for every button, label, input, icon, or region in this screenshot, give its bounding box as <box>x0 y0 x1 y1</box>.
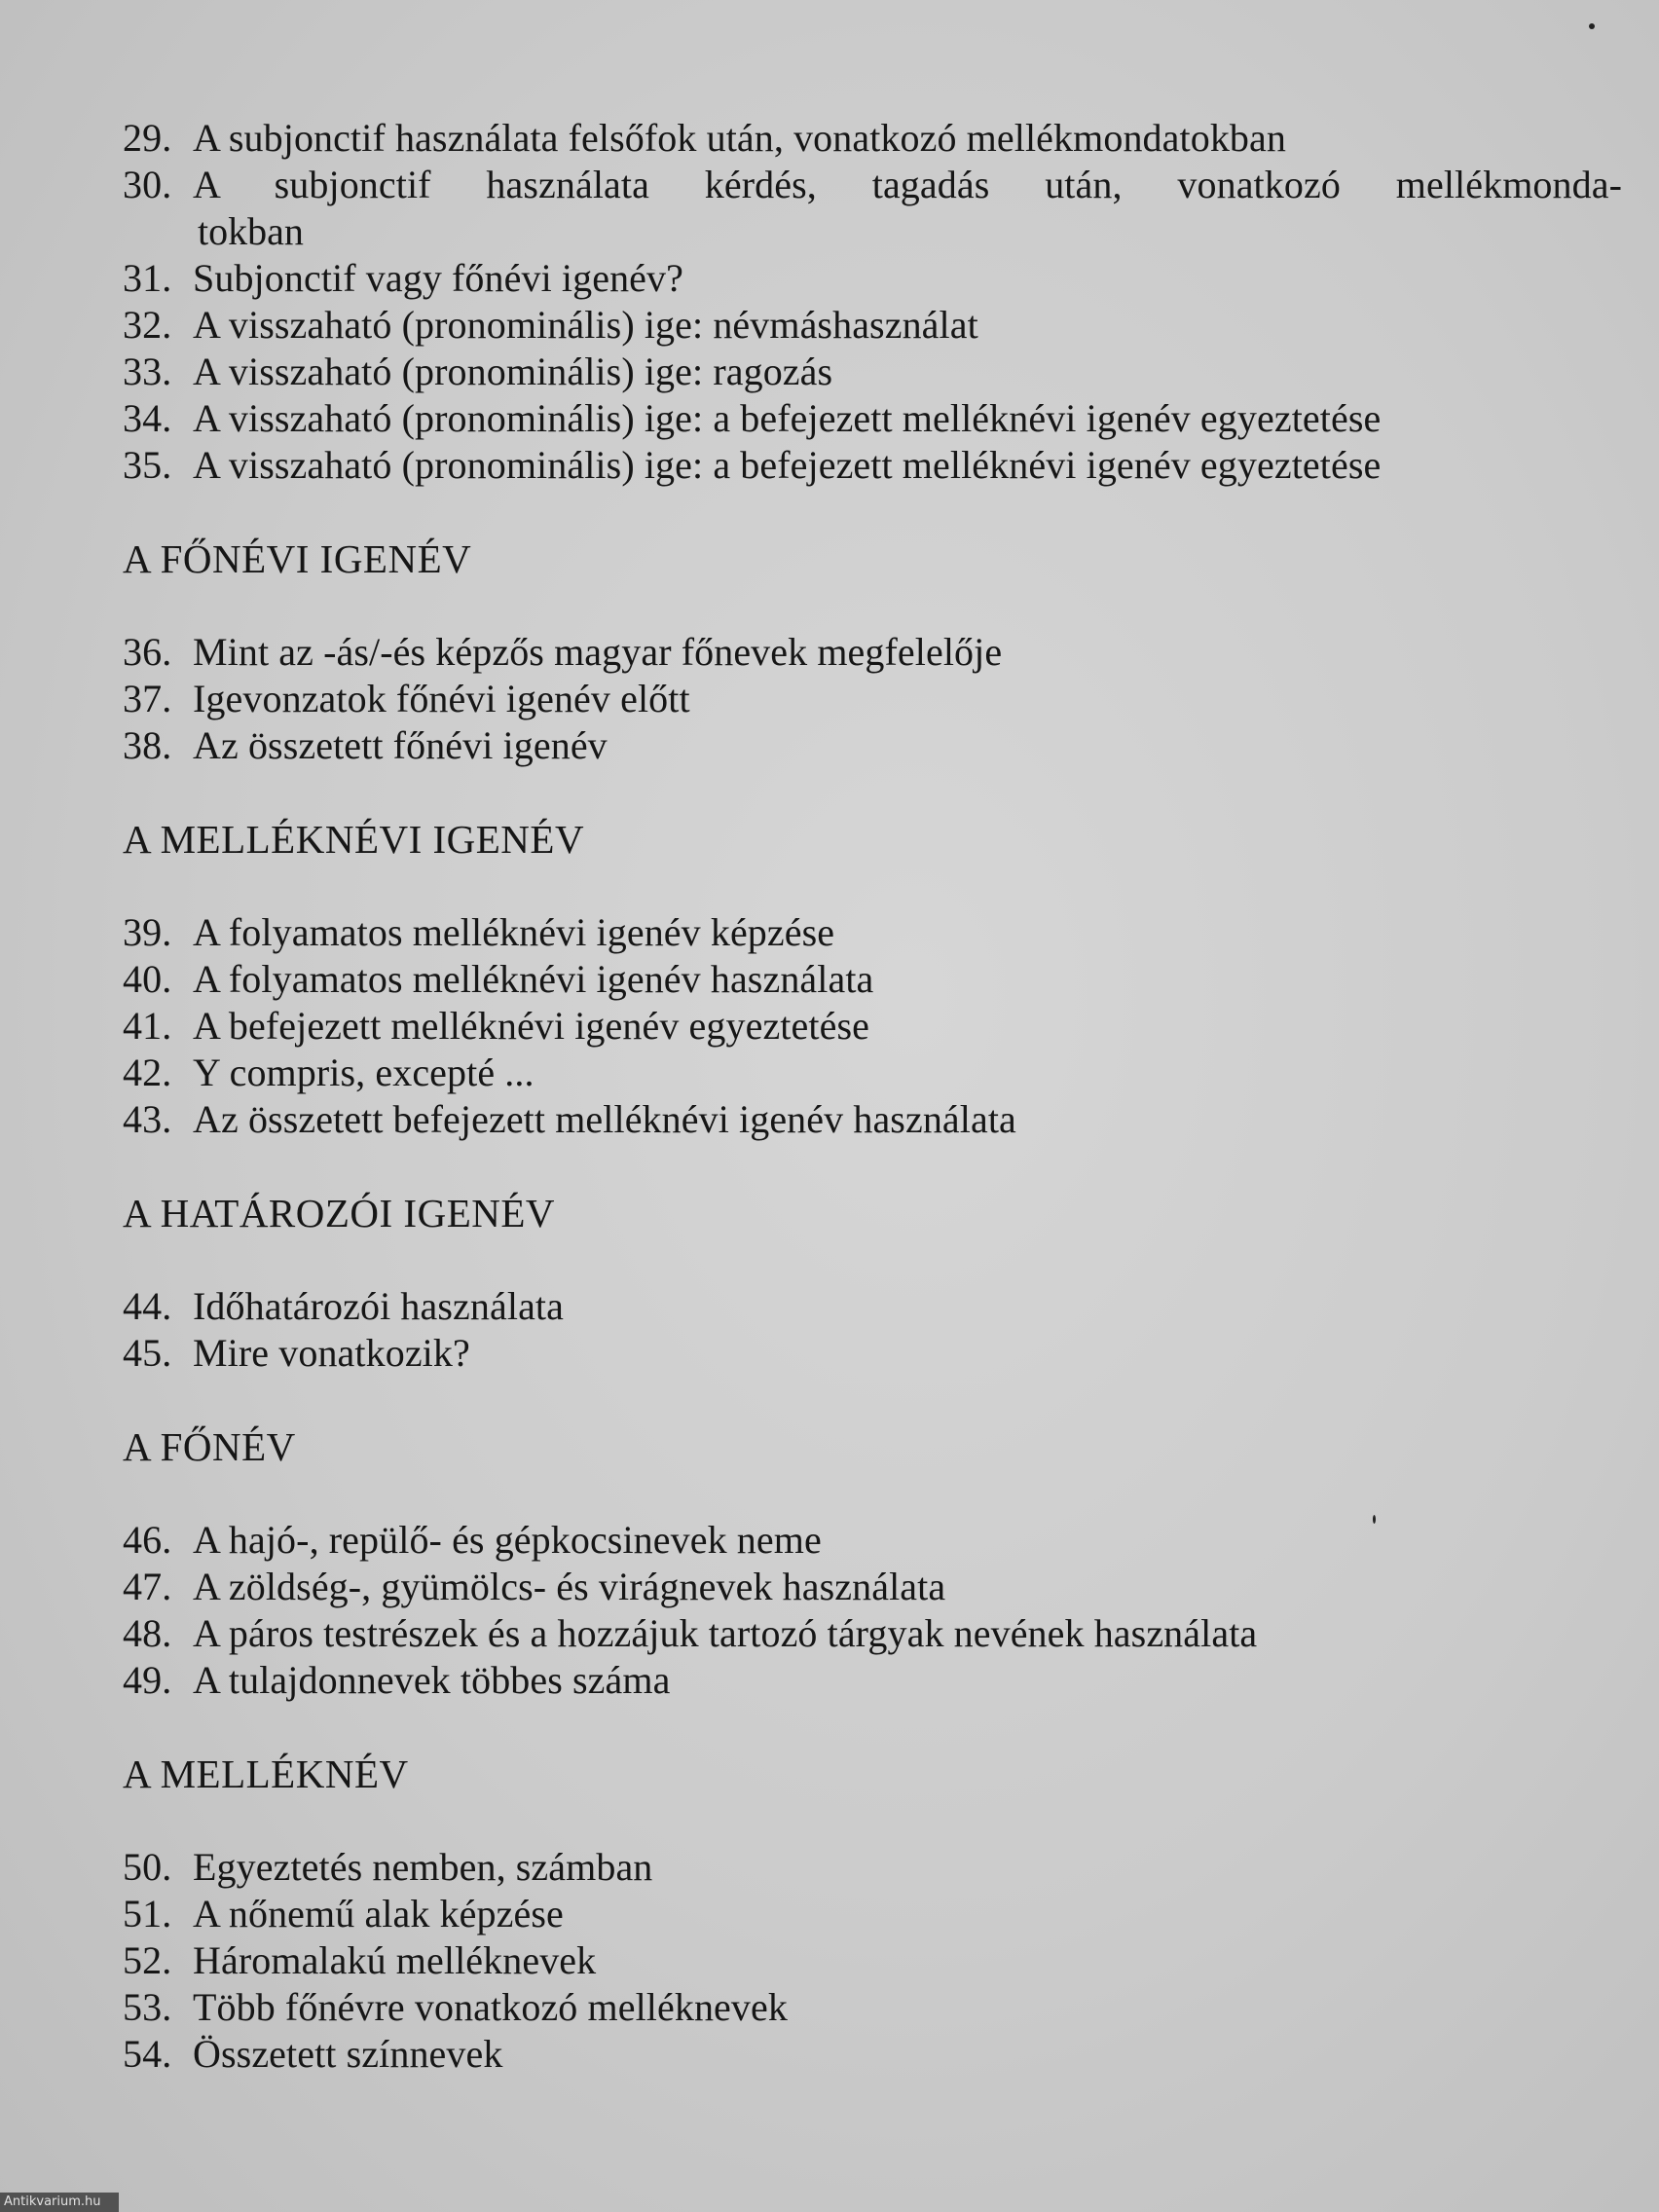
entry-title: Egyeztetés nemben, számban <box>193 1845 653 1889</box>
section-heading: A MELLÉKNÉV <box>123 1751 409 1796</box>
entry-title: Az összetett befejezett melléknévi igenév használata <box>193 1097 1016 1141</box>
section-heading: A FŐNÉV <box>123 1424 296 1469</box>
entry-title: Igevonzatok főnévi igenév előtt <box>193 677 690 720</box>
toc-entry <box>123 349 1622 395</box>
entry-title: A visszaható (pronominális) ige: a befejezett melléknévi igenév egyeztetése <box>193 443 1382 487</box>
entry-title: Az összetett főnévi igenév <box>193 723 608 767</box>
toc-entry <box>123 1610 1622 1657</box>
entry-number: 48. <box>123 1611 172 1655</box>
section-heading: A MELLÉKNÉVI IGENÉV <box>123 817 585 862</box>
toc-entry <box>123 676 1622 722</box>
entry-number: 49. <box>123 1658 172 1702</box>
entry-number: 36. <box>123 630 172 674</box>
entry-title: Mint az -ás/-és képzős magyar főnevek megfelelője <box>193 630 1003 674</box>
entry-number: 31. <box>123 256 172 300</box>
toc-entry <box>123 302 1622 349</box>
paper-speck <box>1373 1515 1376 1524</box>
paper-speck <box>1589 23 1595 29</box>
toc-entry <box>123 395 1622 442</box>
toc-entry <box>123 115 1622 162</box>
entry-title: Több főnévre vonatkozó melléknevek <box>193 1985 788 2029</box>
toc-entry <box>123 1657 1622 1704</box>
toc-entry <box>123 909 1622 956</box>
toc-entry <box>123 162 1622 208</box>
entry-number: 45. <box>123 1331 172 1375</box>
toc-section-subjonctif <box>123 115 1622 489</box>
entry-number: 30. <box>123 163 172 206</box>
toc-entry <box>123 629 1622 676</box>
entry-number: 29. <box>123 116 172 160</box>
entry-title: Mire vonatkozik? <box>193 1331 470 1375</box>
entry-number: 53. <box>123 1985 172 2029</box>
entry-title: A páros testrészek és a hozzájuk tartozó tárgyak nevének használata <box>193 1611 1258 1655</box>
entry-number: 32. <box>123 303 172 347</box>
entry-title: A nőnemű alak képzése <box>193 1892 564 1936</box>
entry-number: 47. <box>123 1565 172 1608</box>
entry-number: 50. <box>123 1845 172 1889</box>
toc-entry <box>123 1844 1622 1891</box>
entry-number: 44. <box>123 1284 172 1328</box>
entry-title: Időhatározói használata <box>193 1284 564 1328</box>
toc-entry <box>123 1096 1622 1143</box>
toc-entry <box>123 442 1622 489</box>
section-heading: A HATÁROZÓI IGENÉV <box>123 1191 556 1235</box>
entry-title: A befejezett melléknévi igenév egyeztetése <box>193 1004 869 1048</box>
watermark: Antikvarium.hu <box>0 2193 119 2212</box>
toc-entry <box>123 956 1622 1003</box>
entry-title: A visszaható (pronominális) ige: névmáshasználat <box>193 303 978 347</box>
toc-section-melleknevi-igenev <box>123 816 1622 1143</box>
table-of-contents <box>123 115 1622 2078</box>
toc-entry <box>123 1937 1622 1984</box>
entry-title: A visszaható (pronominális) ige: ragozás <box>193 350 833 393</box>
toc-entry <box>123 722 1622 769</box>
toc-entry <box>123 1984 1622 2031</box>
entry-title: Subjonctif vagy főnévi igenév? <box>193 256 683 300</box>
toc-section-hatarozoi-igenev <box>123 1190 1622 1377</box>
entry-number: 37. <box>123 677 172 720</box>
entry-number: 40. <box>123 957 172 1001</box>
toc-section-fonevi-igenev <box>123 535 1622 769</box>
entry-title: A tulajdonnevek többes száma <box>193 1658 671 1702</box>
toc-entry <box>123 1283 1622 1330</box>
entry-title: Y compris, excepté ... <box>193 1051 535 1094</box>
entry-number: 38. <box>123 723 172 767</box>
toc-entry <box>123 255 1622 302</box>
entry-title: A subjonctif használata kérdés, tagadás után, vonatkozó mellékmonda- <box>193 163 1622 206</box>
entry-number: 43. <box>123 1097 172 1141</box>
entry-number: 54. <box>123 2032 172 2076</box>
entry-number: 35. <box>123 443 172 487</box>
entry-title: A folyamatos melléknévi igenév használata <box>193 957 874 1001</box>
entry-title: A zöldség-, gyümölcs- és virágnevek használata <box>193 1565 946 1608</box>
entry-number: 46. <box>123 1518 172 1562</box>
toc-entry <box>123 1891 1622 1937</box>
entry-title: A subjonctif használata felsőfok után, vonatkozó mellékmondatokban <box>193 116 1286 160</box>
section-heading: A FŐNÉVI IGENÉV <box>123 536 472 581</box>
toc-section-melleknev <box>123 1751 1622 2078</box>
toc-entry <box>123 1003 1622 1050</box>
entry-title: Összetett színnevek <box>193 2032 503 2076</box>
entry-number: 33. <box>123 350 172 393</box>
entry-title-continuation: tokban <box>198 209 304 253</box>
toc-entry <box>123 1330 1622 1377</box>
toc-section-fonev <box>123 1423 1622 1704</box>
toc-entry <box>123 2031 1622 2078</box>
entry-number: 39. <box>123 910 172 954</box>
entry-title: A visszaható (pronominális) ige: a befejezett melléknévi igenév egyeztetése <box>193 396 1382 440</box>
toc-entry <box>123 1517 1622 1564</box>
entry-number: 42. <box>123 1051 172 1094</box>
entry-title: Háromalakú melléknevek <box>193 1938 597 1982</box>
entry-title: A folyamatos melléknévi igenév képzése <box>193 910 835 954</box>
toc-entry <box>123 1050 1622 1096</box>
entry-number: 41. <box>123 1004 172 1048</box>
toc-entry <box>123 1564 1622 1610</box>
entry-title: A hajó-, repülő- és gépkocsinevek neme <box>193 1518 822 1562</box>
entry-number: 52. <box>123 1938 172 1982</box>
entry-number: 51. <box>123 1892 172 1936</box>
entry-number: 34. <box>123 396 172 440</box>
